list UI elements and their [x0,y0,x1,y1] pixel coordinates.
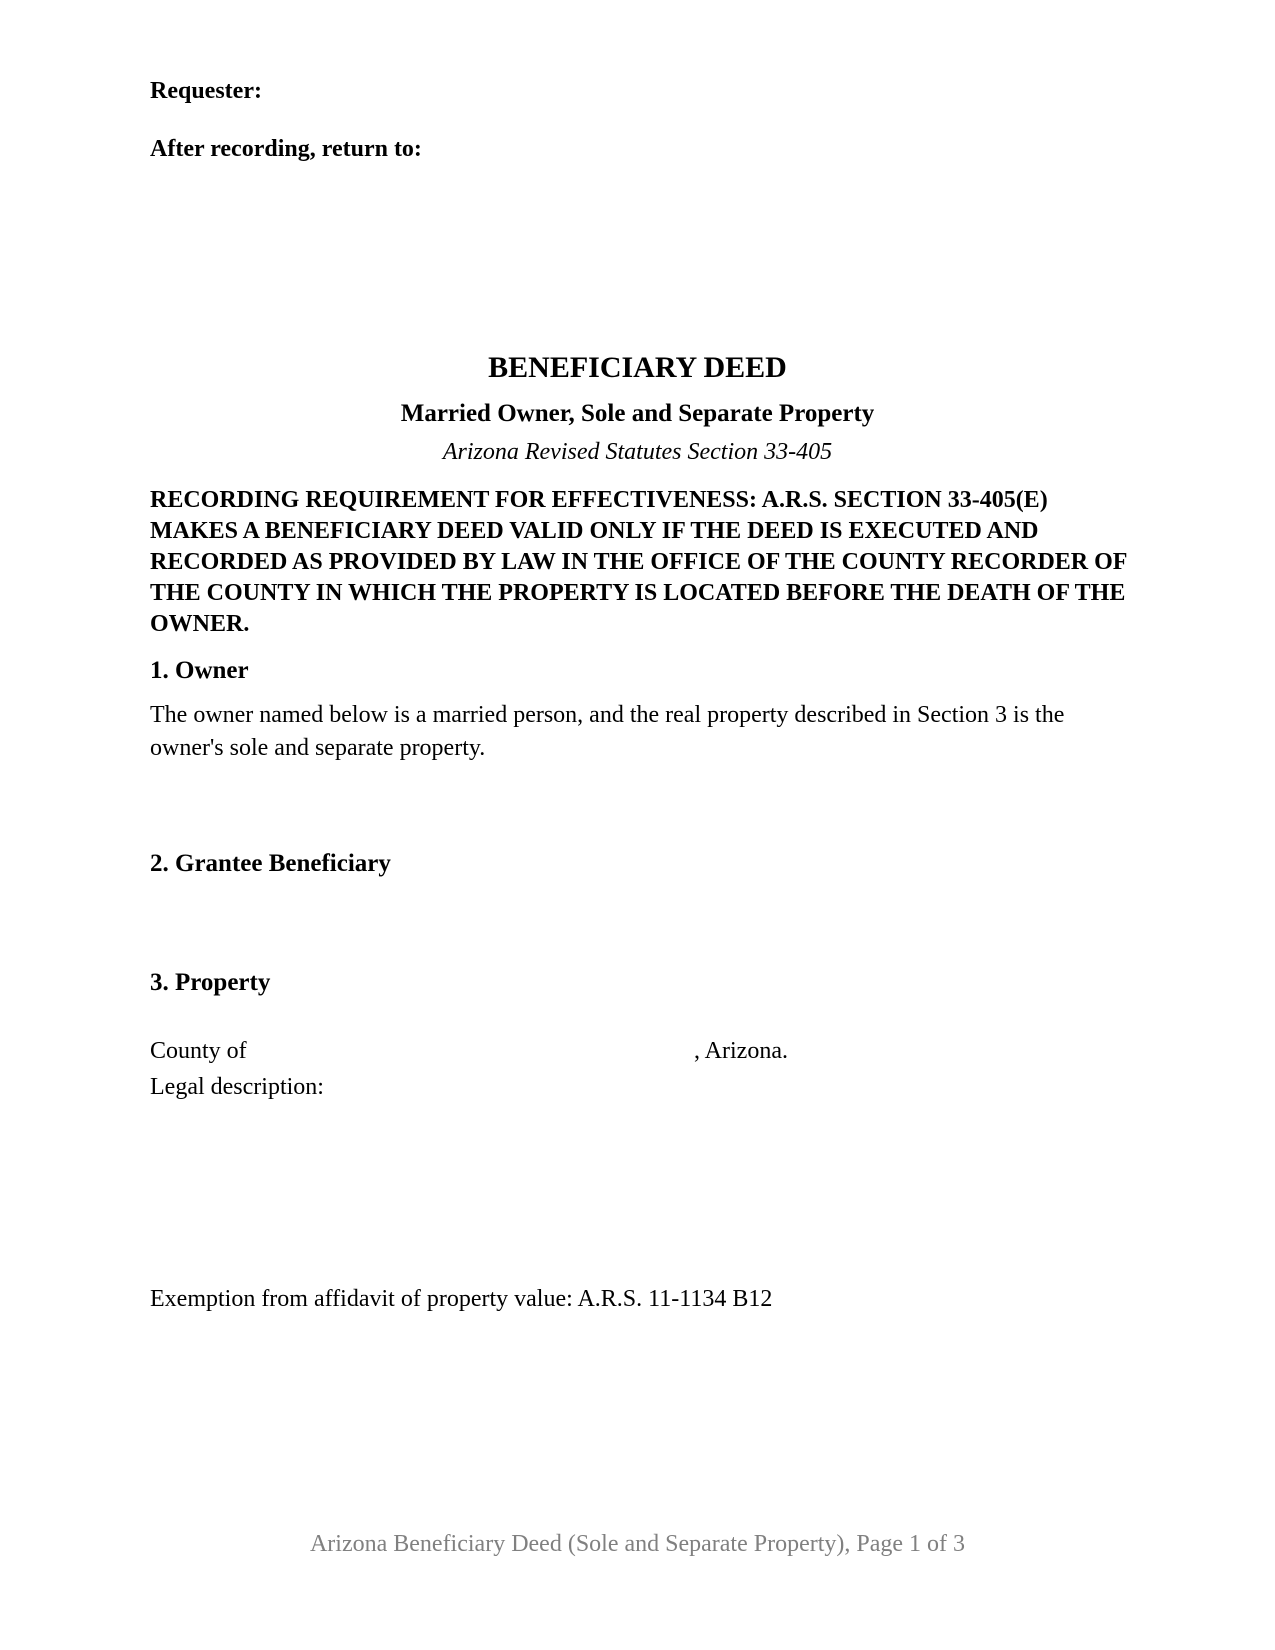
exemption-statement: Exemption from affidavit of property value: A.R.S. 11-1134 B12 [150,1286,773,1312]
requester-label: Requester: [150,78,262,104]
statute-reference: Arizona Revised Statutes Section 33-405 [442,439,833,465]
return-to-label: After recording, return to: [150,136,422,162]
page-footer: Arizona Beneficiary Deed (Sole and Separate Property), Page 1 of 3 [309,1531,966,1557]
document-title: BENEFICIARY DEED [488,351,787,384]
section-owner-heading: 1. Owner [150,657,249,684]
section-owner-body: The owner named below is a married person, and the real property described in Section 3 is the owner's sole and separate property. [150,702,1065,761]
county-suffix: , Arizona. [694,1038,788,1064]
section-beneficiary-heading: 2. Grantee Beneficiary [150,850,391,877]
legal-description-label: Legal description: [150,1074,324,1100]
county-label: County of [150,1038,247,1064]
recording-requirement-notice: RECORDING REQUIREMENT FOR EFFECTIVENESS: A.R.S. SECTION 33-405(E) MAKES A BENEFICIARY DEED VALID ONLY IF THE DEED IS EXECUTED AND RECORDED AS PROVIDED BY LAW IN THE OFFICE OF THE COUNTY RECORDER OF THE COUNTY IN WHICH THE PROPERTY IS LOCATED BEFORE THE DEATH OF THE OWNER. [150,487,1127,637]
section-property-heading: 3. Property [150,969,271,996]
document-subtitle: Married Owner, Sole and Separate Property [400,400,875,427]
